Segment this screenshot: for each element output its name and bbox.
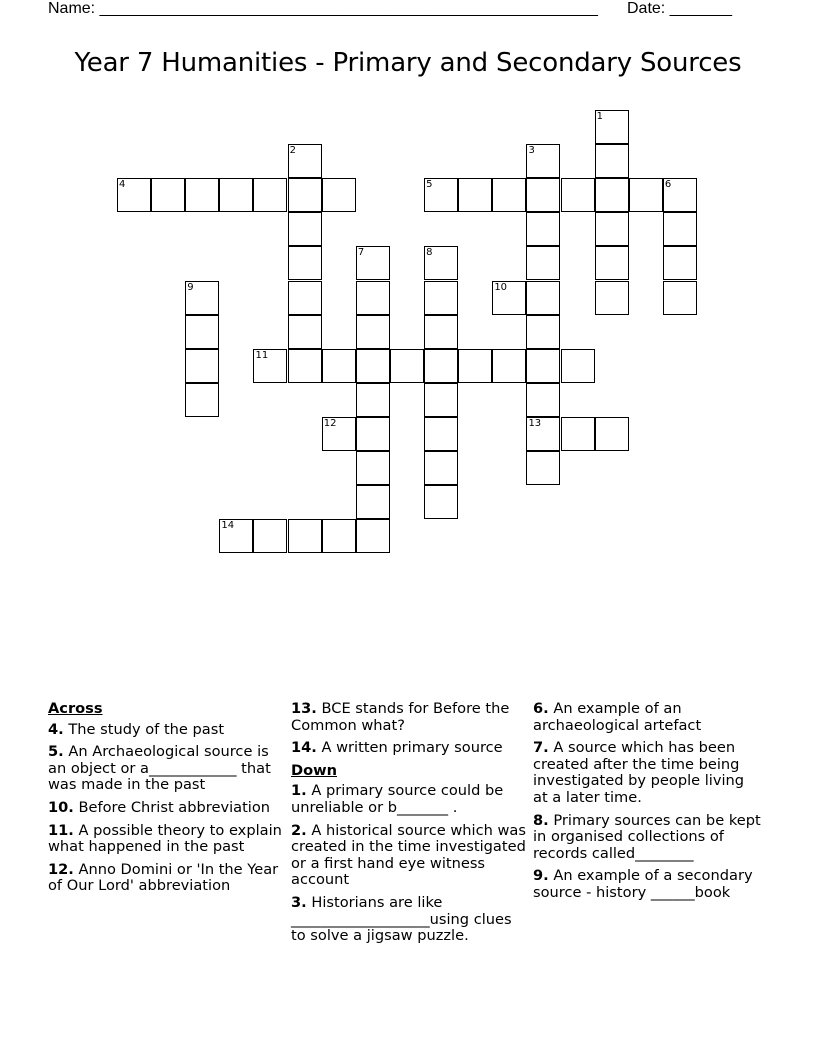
crossword-cell[interactable] [595, 212, 629, 246]
clue-number: 9. [533, 867, 549, 885]
across-heading: Across [48, 700, 103, 717]
crossword-cell[interactable] [526, 281, 560, 315]
cell-number: 5 [426, 179, 433, 191]
crossword-cell[interactable] [356, 417, 390, 451]
crossword-cell[interactable] [561, 417, 595, 451]
down-clue-2 [291, 823, 527, 889]
clue-number: 6. [533, 700, 549, 717]
cell-number: 7 [357, 247, 365, 259]
crossword-cell[interactable] [492, 178, 526, 212]
down-clue-6 [533, 701, 761, 734]
cell-number: 3 [528, 145, 535, 157]
crossword-cell[interactable] [595, 281, 629, 315]
crossword-cell[interactable] [526, 178, 560, 212]
crossword-cell[interactable] [356, 246, 390, 280]
clue-text: Before Christ abbreviation [78, 798, 271, 816]
crossword-cell[interactable] [663, 178, 697, 212]
crossword-cell[interactable] [288, 315, 322, 349]
crossword-cell[interactable] [185, 281, 219, 315]
clue-column-3 [533, 701, 761, 908]
crossword-cell[interactable] [288, 212, 322, 246]
cell-number: 8 [426, 247, 433, 259]
crossword-cell[interactable] [356, 349, 390, 383]
crossword-cell[interactable] [117, 178, 151, 212]
clue-text: A historical source which was created in the time investigated or a first hand eye witness account [291, 821, 526, 889]
crossword-cell[interactable] [185, 178, 219, 212]
clue-column-1 [48, 701, 284, 901]
clue-text: An Archaeological source is an object or a____________ that was made in the past [48, 743, 271, 794]
across-clue-5 [48, 744, 284, 794]
crossword-cell[interactable] [322, 178, 356, 212]
crossword-cell[interactable] [151, 178, 185, 212]
cell-number: 2 [289, 145, 296, 157]
crossword-cell[interactable] [424, 281, 458, 315]
cell-number: 6 [664, 179, 672, 191]
crossword-cell[interactable] [288, 519, 322, 553]
across-clue-4 [48, 722, 284, 739]
crossword-cell[interactable] [458, 178, 492, 212]
crossword-cell[interactable] [185, 383, 219, 417]
cell-number: 1 [596, 111, 604, 122]
across-clue-13 [291, 701, 527, 734]
clue-number: 7. [533, 739, 549, 757]
crossword-cell[interactable] [526, 417, 560, 451]
crossword-cell[interactable] [253, 178, 287, 212]
clue-text: BCE stands for Before the Common what? [291, 700, 510, 734]
down-clue-9 [533, 868, 761, 901]
crossword-cell[interactable] [219, 519, 253, 553]
clue-number: 4. [48, 720, 64, 738]
cell-number: 11 [255, 349, 269, 361]
crossword-cell[interactable] [526, 212, 560, 246]
crossword-cell[interactable] [253, 519, 287, 553]
cell-number: 9 [187, 281, 194, 293]
clue-number: 3. [291, 893, 307, 911]
crossword-cell[interactable] [219, 178, 253, 212]
clue-number: 10. [48, 798, 74, 816]
crossword-cell[interactable] [356, 519, 390, 553]
across-clue-12 [48, 862, 284, 895]
clue-text: Historians are like ___________________using clues to solve a jigsaw puzzle. [291, 893, 512, 945]
crossword-cell[interactable] [458, 349, 492, 383]
crossword-cell[interactable] [424, 315, 458, 349]
cell-number: 12 [323, 418, 337, 430]
clue-text: Anno Domini or 'In the Year of Our Lord' abbreviation [48, 860, 279, 895]
crossword-cell[interactable] [288, 144, 322, 178]
clue-column-2 [291, 701, 527, 951]
clue-number: 5. [48, 743, 64, 761]
crossword-cell[interactable] [595, 178, 629, 212]
clue-number: 13. [291, 700, 317, 717]
crossword-cell[interactable] [356, 315, 390, 349]
crossword-cell[interactable] [288, 246, 322, 280]
down-clue-3 [291, 895, 527, 945]
cell-number: 4 [119, 179, 126, 191]
cell-number: 13 [528, 418, 542, 430]
down-clue-7 [533, 740, 761, 806]
crossword-cell[interactable] [322, 417, 356, 451]
clue-text: An example of a secondary source - history ______book [533, 867, 753, 901]
crossword-cell[interactable] [595, 110, 629, 144]
crossword-cell[interactable] [424, 178, 458, 212]
clue-number: 2. [291, 821, 307, 839]
crossword-cell[interactable] [492, 349, 526, 383]
crossword-cell[interactable] [288, 178, 322, 212]
page-title: Year 7 Humanities - Primary and Secondary Sources [74, 48, 742, 78]
crossword-cell[interactable] [663, 246, 697, 280]
across-clue-10 [48, 800, 284, 817]
crossword-cell[interactable] [185, 349, 219, 383]
crossword-cell[interactable] [663, 281, 697, 315]
crossword-cell[interactable] [595, 246, 629, 280]
crossword-cell[interactable] [322, 349, 356, 383]
clue-number: 1. [291, 782, 307, 800]
crossword-cell[interactable] [288, 281, 322, 315]
clue-text: A written primary source [321, 739, 503, 757]
crossword-cell[interactable] [424, 485, 458, 519]
crossword-cell[interactable] [492, 281, 526, 315]
crossword-cell[interactable] [356, 281, 390, 315]
crossword-cell[interactable] [629, 178, 663, 212]
down-clue-1 [291, 783, 527, 816]
crossword-cell[interactable] [356, 451, 390, 485]
crossword-cell[interactable] [322, 519, 356, 553]
clue-text: Primary sources can be kept in organised collections of records called________ [533, 811, 761, 862]
crossword-cell[interactable] [356, 383, 390, 417]
clue-number: 14. [291, 739, 317, 757]
date-field-label: Date: _______ [627, 0, 732, 17]
crossword-cell[interactable] [390, 349, 424, 383]
across-clue-14 [291, 740, 527, 757]
clue-text: The study of the past [68, 720, 225, 738]
down-heading: Down [291, 761, 338, 779]
crossword-cell[interactable] [561, 349, 595, 383]
crossword-cell[interactable] [424, 246, 458, 280]
crossword-cell[interactable] [424, 451, 458, 485]
crossword-cell[interactable] [526, 451, 560, 485]
crossword-cell[interactable] [526, 315, 560, 349]
crossword-cell[interactable] [526, 246, 560, 280]
clue-number: 11. [48, 821, 74, 839]
clue-number: 8. [533, 811, 549, 829]
crossword-cell[interactable] [424, 349, 458, 383]
crossword-cell[interactable] [424, 417, 458, 451]
clue-text: A primary source could be unreliable or b_______ . [291, 782, 504, 816]
across-clue-11 [48, 823, 284, 856]
crossword-cell[interactable] [424, 383, 458, 417]
crossword-cell[interactable] [595, 144, 629, 178]
cell-number: 14 [221, 520, 235, 532]
clue-text: An example of an archaeological artefact [533, 700, 702, 734]
clue-text: A source which has been created after the time being investigated by people living at a later time. [533, 739, 745, 806]
crossword-cell[interactable] [663, 212, 697, 246]
crossword-cell[interactable] [595, 417, 629, 451]
crossword-cell[interactable] [526, 349, 560, 383]
name-field-label: Name: ________________________________________________________ [48, 0, 598, 17]
down-clue-8 [533, 813, 761, 863]
crossword-cell[interactable] [356, 485, 390, 519]
clue-text: A possible theory to explain what happened in the past [48, 821, 282, 856]
cell-number: 10 [494, 281, 508, 293]
crossword-cell[interactable] [288, 349, 322, 383]
crossword-cell[interactable] [526, 383, 560, 417]
crossword-cell[interactable] [253, 349, 287, 383]
crossword-cell[interactable] [561, 178, 595, 212]
crossword-cell[interactable] [185, 315, 219, 349]
crossword-cell[interactable] [526, 144, 560, 178]
clue-number: 12. [48, 860, 74, 878]
